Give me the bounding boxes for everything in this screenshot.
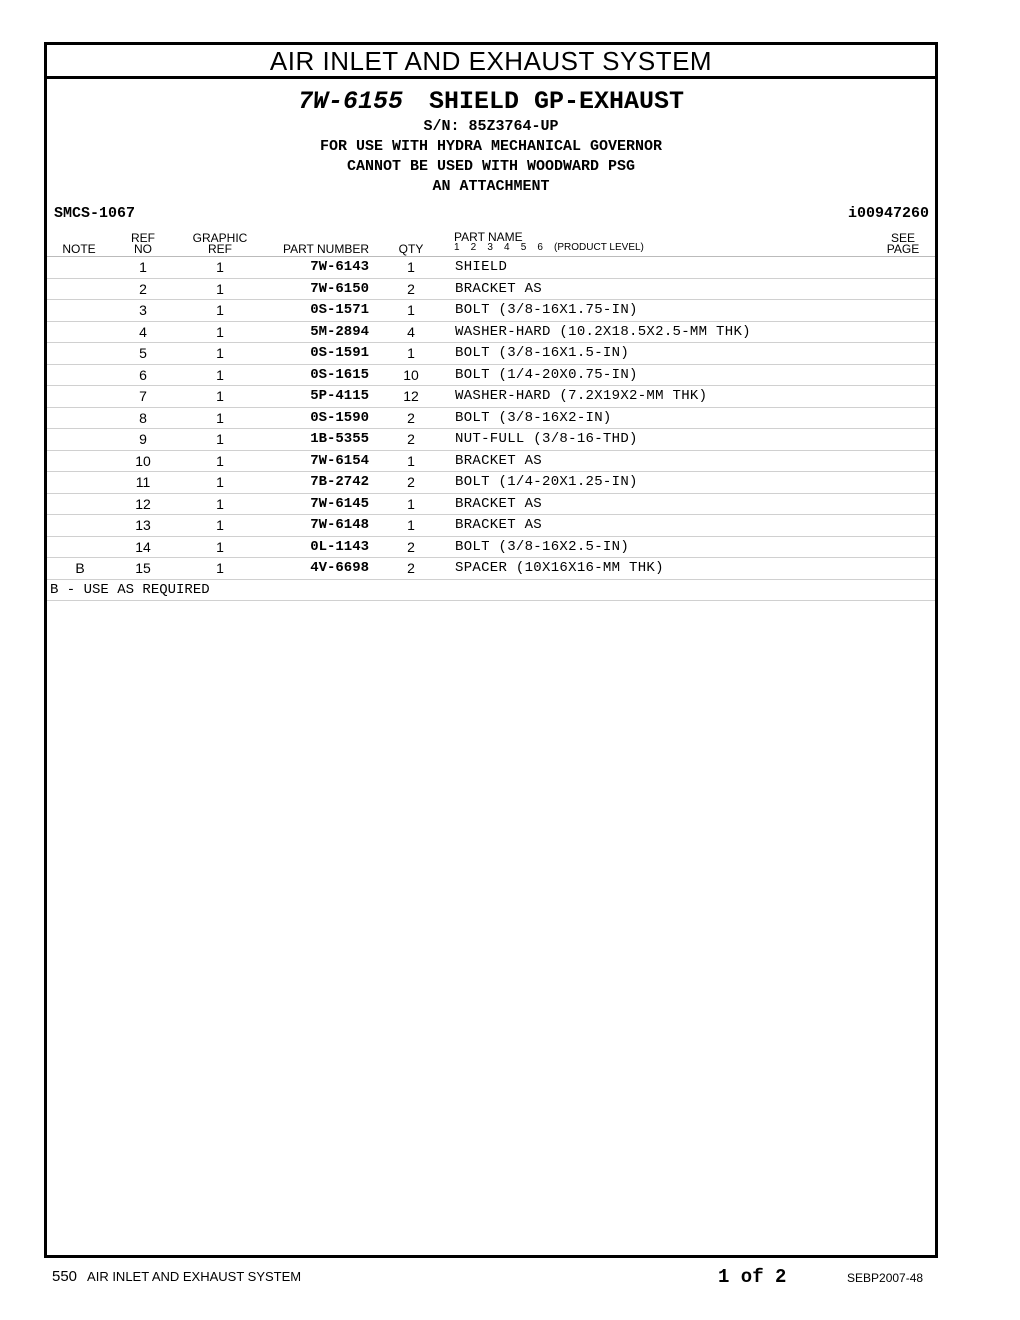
illustration-id: i00947260 xyxy=(847,205,929,222)
row-graphic-ref: 1 xyxy=(216,538,224,555)
row-ref: 11 xyxy=(135,474,151,490)
row-ref: 14 xyxy=(135,538,151,555)
table-row xyxy=(47,386,935,408)
smcs-code: SMCS-1067 xyxy=(54,205,136,222)
row-part-name: BRACKET AS xyxy=(455,452,543,469)
row-graphic-ref: 1 xyxy=(216,560,224,576)
row-part-number: 7W-6154 xyxy=(310,452,369,469)
row-graphic-ref: 1 xyxy=(216,495,224,512)
row-graphic-ref: 1 xyxy=(216,323,224,340)
row-graphic-ref: 1 xyxy=(216,409,224,426)
table-row xyxy=(47,257,935,279)
table-row xyxy=(47,343,935,365)
row-ref: 4 xyxy=(139,323,147,340)
table-row xyxy=(47,515,935,537)
row-qty: 1 xyxy=(407,517,415,533)
row-qty: 2 xyxy=(407,280,415,297)
row-part-name: BOLT (1/4-20X0.75-IN) xyxy=(455,366,638,383)
row-ref: 13 xyxy=(135,517,151,533)
row-part-name: BRACKET AS xyxy=(455,280,543,297)
row-graphic-ref: 1 xyxy=(216,280,224,297)
document-id: SEBP2007-48 xyxy=(847,1271,924,1285)
footer-left xyxy=(52,1268,301,1285)
group-note-2: CANNOT BE USED WITH WOODWARD PSG xyxy=(346,158,636,175)
row-graphic-ref: 1 xyxy=(216,302,224,318)
row-part-number: 7B-2742 xyxy=(310,474,369,490)
col-product-level: 1 2 3 4 5 6 (PRODUCT LEVEL) xyxy=(454,242,644,253)
row-part-name: SPACER (10X16X16-MM THK) xyxy=(455,560,664,576)
row-part-number: 0S-1590 xyxy=(310,409,369,426)
row-ref: 2 xyxy=(139,280,147,297)
table-row xyxy=(47,472,935,494)
group-part-number: 7W-6155 xyxy=(297,87,403,116)
row-part-number: 0S-1571 xyxy=(310,302,369,318)
col-note: NOTE xyxy=(62,242,96,256)
row-qty: 1 xyxy=(407,302,415,318)
row-part-number: 5P-4115 xyxy=(310,388,369,404)
row-part-number: 7W-6150 xyxy=(310,280,369,297)
row-qty: 2 xyxy=(407,538,415,555)
row-ref: 15 xyxy=(135,560,151,576)
col-qty: QTY xyxy=(398,242,424,256)
table-row xyxy=(47,429,935,451)
row-graphic-ref: 1 xyxy=(216,366,224,383)
row-part-name: BRACKET AS xyxy=(455,495,543,512)
row-ref: 8 xyxy=(139,409,147,426)
group-heading xyxy=(47,87,935,117)
row-part-name: BOLT (3/8-16X1.5-IN) xyxy=(455,345,630,361)
row-qty: 1 xyxy=(407,452,415,469)
row-part-name: WASHER-HARD (10.2X18.5X2.5-MM THK) xyxy=(455,323,751,340)
row-graphic-ref: 1 xyxy=(216,259,224,275)
col-part-name: PART NAME xyxy=(454,230,523,244)
row-qty: 2 xyxy=(407,474,415,490)
footer-section: AIR INLET AND EXHAUST SYSTEM xyxy=(87,1269,302,1284)
col-ref-top: REF xyxy=(131,231,155,245)
row-part-name: BRACKET AS xyxy=(455,517,543,533)
table-row xyxy=(47,408,935,430)
row-ref: 12 xyxy=(135,495,151,512)
row-qty: 2 xyxy=(407,560,415,576)
col-see-top: SEE xyxy=(890,231,915,245)
serial-number: S/N: 85Z3764-UP xyxy=(423,118,559,135)
row-ref: 1 xyxy=(139,259,147,275)
row-part-name: BOLT (1/4-20X1.25-IN) xyxy=(455,474,638,490)
row-note: B xyxy=(75,560,85,576)
row-qty: 12 xyxy=(403,388,419,404)
table-row xyxy=(47,494,935,516)
row-qty: 1 xyxy=(407,259,415,275)
row-ref: 9 xyxy=(139,431,147,447)
row-graphic-ref: 1 xyxy=(216,452,224,469)
row-graphic-ref: 1 xyxy=(216,474,224,490)
group-note-3: AN ATTACHMENT xyxy=(432,178,550,195)
table-row xyxy=(47,537,935,559)
row-part-number: 7W-6143 xyxy=(310,259,369,275)
row-qty: 4 xyxy=(407,323,415,340)
row-qty: 1 xyxy=(407,345,415,361)
table-row xyxy=(47,322,935,344)
table-row xyxy=(47,279,935,301)
row-graphic-ref: 1 xyxy=(216,345,224,361)
group-note-1: FOR USE WITH HYDRA MECHANICAL GOVERNOR xyxy=(319,138,663,155)
row-part-number: 0L-1143 xyxy=(310,538,369,555)
col-graphic-bottom: REF xyxy=(208,242,232,256)
row-qty: 2 xyxy=(407,409,415,426)
col-graphic-top: GRAPHIC xyxy=(192,231,248,245)
row-ref: 3 xyxy=(139,302,147,318)
row-part-number: 7W-6145 xyxy=(310,495,369,512)
row-part-number: 1B-5355 xyxy=(310,431,369,447)
row-graphic-ref: 1 xyxy=(216,388,224,404)
page-frame xyxy=(44,42,938,1258)
row-part-name: BOLT (3/8-16X1.75-IN) xyxy=(455,302,638,318)
group-name: SHIELD GP-EXHAUST xyxy=(428,87,685,116)
row-ref: 6 xyxy=(139,366,147,383)
row-part-number: 5M-2894 xyxy=(310,323,369,340)
row-qty: 1 xyxy=(407,495,415,512)
row-part-name: BOLT (3/8-16X2-IN) xyxy=(455,409,612,426)
page-of: 1 of 2 xyxy=(718,1266,787,1288)
parts-table xyxy=(47,257,935,601)
row-ref: 7 xyxy=(139,388,147,404)
footnote: B - USE AS REQUIRED xyxy=(47,580,935,602)
row-part-name: SHIELD xyxy=(455,259,508,275)
row-part-number: 7W-6148 xyxy=(310,517,369,533)
table-row xyxy=(47,300,935,322)
col-see-bottom: PAGE xyxy=(886,242,920,256)
row-part-number: 4V-6698 xyxy=(310,560,369,576)
page-number: 550 xyxy=(52,1268,78,1285)
row-part-number: 0S-1615 xyxy=(310,366,369,383)
table-row xyxy=(47,365,935,387)
row-part-name: BOLT (3/8-16X2.5-IN) xyxy=(455,538,630,555)
row-graphic-ref: 1 xyxy=(216,431,224,447)
col-part-number: PART NUMBER xyxy=(282,242,369,256)
row-part-number: 0S-1591 xyxy=(310,345,369,361)
row-qty: 10 xyxy=(403,366,419,383)
table-row xyxy=(47,451,935,473)
row-part-name: WASHER-HARD (7.2X19X2-MM THK) xyxy=(455,388,708,404)
row-ref: 10 xyxy=(135,452,151,469)
row-part-name: NUT-FULL (3/8-16-THD) xyxy=(455,431,638,447)
section-title: AIR INLET AND EXHAUST SYSTEM xyxy=(47,45,935,79)
row-graphic-ref: 1 xyxy=(216,517,224,533)
col-ref-bottom: NO xyxy=(134,242,152,256)
row-qty: 2 xyxy=(407,431,415,447)
table-row xyxy=(47,558,935,580)
row-ref: 5 xyxy=(139,345,147,361)
